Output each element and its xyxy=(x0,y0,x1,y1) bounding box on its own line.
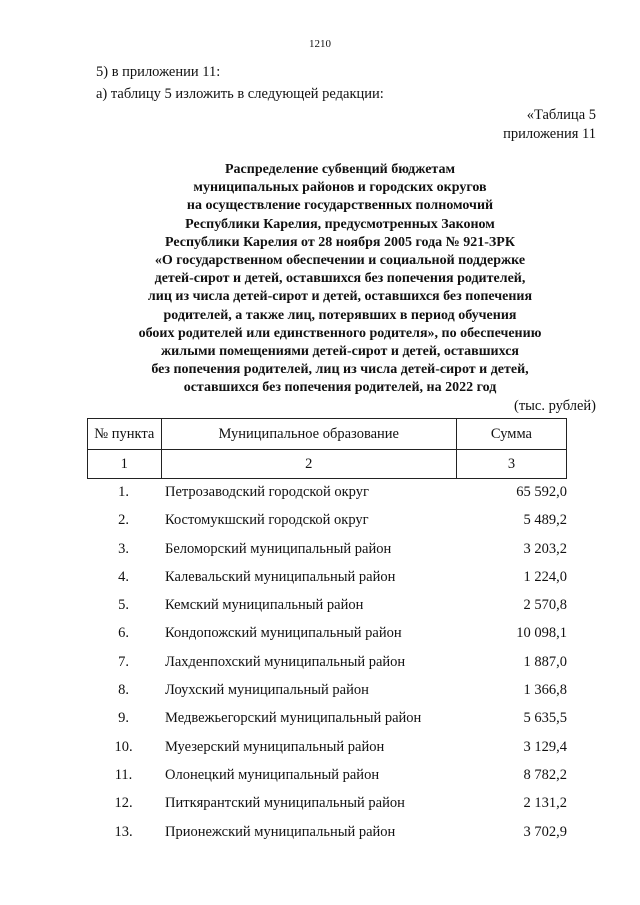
table-row xyxy=(87,761,567,789)
title-line: муниципальных районов и городских округов xyxy=(193,180,487,196)
row-number: 11. xyxy=(114,766,133,783)
title-line: обоих родителей или единственного родителя», по обеспечению xyxy=(138,325,542,341)
table-ref-line-1: «Таблица 5 xyxy=(526,107,596,123)
row-municipality: Олонецкий муниципальный район xyxy=(165,766,380,783)
table-row xyxy=(87,535,567,563)
units-label: (тыс. рублей) xyxy=(514,398,596,414)
table-row xyxy=(87,506,567,534)
row-sum: 1 224,0 xyxy=(523,568,567,585)
header-sum: Сумма xyxy=(456,419,566,450)
table-body xyxy=(87,478,567,846)
header-row xyxy=(88,419,567,450)
row-number: 2. xyxy=(118,512,129,529)
row-number: 6. xyxy=(118,625,129,642)
row-municipality: Питкярантский муниципальный район xyxy=(165,795,405,812)
title-line: лиц из числа детей-сирот и детей, оставшихся без попечения xyxy=(147,289,533,305)
document-title xyxy=(70,161,610,398)
row-sum: 5 489,2 xyxy=(523,512,567,529)
title-line: оставшихся без попечения родителей, на 2022 год xyxy=(183,380,497,396)
title-line: жилыми помещениями детей-сирот и детей, оставшихся xyxy=(161,344,519,360)
table-row xyxy=(87,591,567,619)
row-municipality: Костомукшский городской округ xyxy=(165,512,369,529)
row-municipality: Беломорский муниципальный район xyxy=(165,540,392,557)
table-row xyxy=(87,733,567,761)
row-number: 5. xyxy=(118,597,129,614)
table-row xyxy=(87,619,567,647)
table-row xyxy=(87,478,567,506)
table-row xyxy=(87,563,567,591)
row-sum: 1 887,0 xyxy=(523,653,567,670)
row-municipality: Лоухский муниципальный район xyxy=(165,682,369,699)
row-sum: 65 592,0 xyxy=(516,484,567,500)
row-sum: 3 702,9 xyxy=(523,823,567,840)
table-row xyxy=(87,818,567,846)
table-row xyxy=(87,704,567,732)
row-sum: 8 782,2 xyxy=(523,766,567,783)
row-sum: 3 129,4 xyxy=(523,738,567,755)
row-sum: 3 203,2 xyxy=(523,540,567,557)
row-number: 12. xyxy=(114,795,133,812)
title-line: «О государственном обеспечении и социальной поддержке xyxy=(154,253,526,269)
table-row xyxy=(87,676,567,704)
title-line: Республики Карелия от 28 ноября 2005 года № 921-ЗРК xyxy=(165,234,515,250)
row-number: 7. xyxy=(118,653,129,670)
title-line: без попечения родителей, лиц из числа детей-сирот и детей, xyxy=(151,362,529,378)
column-number-3: 3 xyxy=(456,450,566,479)
table-header xyxy=(87,418,567,479)
title-line: детей-сирот и детей, оставшихся без попечения родителей, xyxy=(154,271,526,287)
title-line: на осуществление государственных полномочий xyxy=(186,198,494,214)
row-municipality: Петрозаводский городской округ xyxy=(165,484,369,500)
row-sum: 2 570,8 xyxy=(523,597,567,614)
title-line: родителей, а также лиц, потерявших в период обучения xyxy=(163,307,517,323)
column-number-1: 1 xyxy=(88,450,162,479)
row-sum: 5 635,5 xyxy=(523,710,567,727)
table-row xyxy=(87,789,567,817)
intro-line-2: а) таблицу 5 изложить в следующей редакции: xyxy=(96,86,384,102)
row-municipality: Лахденпохский муниципальный район xyxy=(165,653,406,670)
row-number: 10. xyxy=(114,738,133,755)
row-number: 1. xyxy=(118,484,129,500)
row-number: 3. xyxy=(118,540,129,557)
intro-line-1: 5) в приложении 11: xyxy=(96,64,221,80)
header-municipality: Муниципальное образование xyxy=(161,419,456,450)
row-number: 8. xyxy=(118,682,129,699)
row-sum: 2 131,2 xyxy=(523,795,567,812)
row-sum: 1 366,8 xyxy=(523,682,567,699)
row-municipality: Муезерский муниципальный район xyxy=(165,738,385,755)
row-municipality: Кондопожский муниципальный район xyxy=(165,625,402,642)
header-number: № пункта xyxy=(88,419,162,450)
row-municipality: Прионежский муниципальный район xyxy=(165,823,396,840)
row-municipality: Калевальский муниципальный район xyxy=(165,568,396,585)
row-sum: 10 098,1 xyxy=(516,625,567,642)
table-row xyxy=(87,648,567,676)
row-municipality: Медвежьегорский муниципальный район xyxy=(165,710,422,727)
column-number-2: 2 xyxy=(161,450,456,479)
table-ref-line-2: приложения 11 xyxy=(503,126,596,142)
title-line: Республики Карелия, предусмотренных Законом xyxy=(185,216,495,232)
column-number-row xyxy=(88,450,567,479)
page-number: 1210 xyxy=(309,38,331,50)
row-municipality: Кемский муниципальный район xyxy=(165,597,364,614)
title-line: Распределение субвенций бюджетам xyxy=(225,162,455,177)
row-number: 13. xyxy=(114,823,133,840)
row-number: 4. xyxy=(118,568,129,585)
row-number: 9. xyxy=(118,710,129,727)
